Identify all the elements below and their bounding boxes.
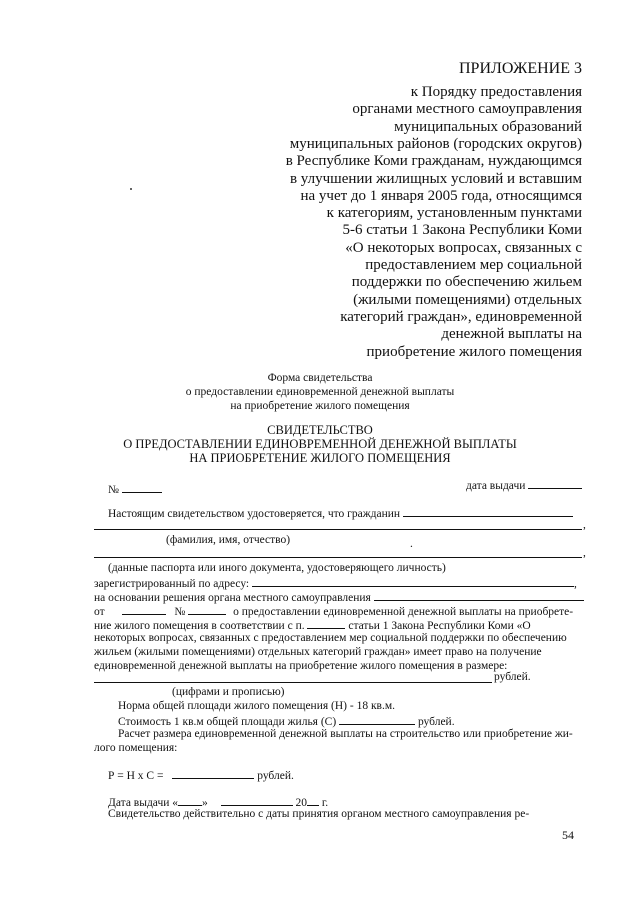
comma-2: , — [583, 547, 586, 559]
decision-line-3: некоторых вопросах, связанных с предоставлением мер социальной поддержки по обеспечению — [94, 632, 567, 644]
appendix-line: «О некоторых вопросах, связанных с — [345, 239, 582, 256]
decision-body-blank[interactable] — [374, 590, 584, 601]
issue-day-blank[interactable] — [178, 795, 202, 806]
number-label: № — [108, 484, 119, 496]
appendix-title: ПРИЛОЖЕНИЕ 3 — [458, 60, 582, 77]
appendix-line: к Порядку предоставления — [410, 84, 582, 100]
formula-blank[interactable] — [172, 768, 254, 779]
intro-line — [108, 506, 573, 520]
citizen-name-line[interactable] — [94, 529, 582, 530]
certificate-title-3: НА ПРИОБРЕТЕНИЕ ЖИЛОГО ПОМЕЩЕНИЯ — [189, 451, 451, 465]
appendix-line: органами местного самоуправления — [352, 101, 582, 118]
form-caption-2: о предоставлении единовременной денежной выплаты — [185, 386, 455, 398]
appendix-line: к категориям, установленным пунктами — [326, 205, 582, 222]
certificate-title-1: СВИДЕТЕЛЬСТВО — [267, 423, 373, 437]
citizen-name-blank[interactable] — [403, 506, 573, 517]
certificate-title-2: О ПРЕДОСТАВЛЕНИИ ЕДИНОВРЕМЕННОЙ ДЕНЕЖНОЙ ВЫПЛАТЫ — [123, 437, 517, 451]
passport-hint: (данные паспорта или иного документа, удостоверяющего личность) — [108, 562, 446, 574]
amount-line[interactable] — [94, 682, 492, 683]
clause-blank[interactable] — [307, 618, 345, 629]
issue-date-label: дата выдачи — [466, 480, 526, 492]
appendix-line: 5-6 статьи 1 Закона Республики Коми — [342, 222, 582, 239]
decision-no-label: № — [174, 606, 186, 618]
issue-date-blank[interactable] — [528, 478, 582, 489]
issue-date-field — [466, 478, 582, 492]
scan-dot — [130, 188, 132, 190]
decision-text-2a: ние жилого помещения в соответствии с п. — [94, 620, 305, 632]
appendix-line: категорий граждан», единовременной — [340, 308, 582, 325]
registered-label: зарегистрированный по адресу: — [94, 578, 250, 590]
decision-line-5: единовременной денежной выплаты на приобретение жилого помещения в размере: — [94, 660, 508, 672]
issue-year-suffix: г. — [321, 797, 329, 809]
issue-year-prefix: 20 — [295, 797, 308, 809]
decision-line-4: жильем (жилыми помещениями) отдельных категорий граждан» имеет право на получение — [94, 646, 542, 658]
comma-1: , — [583, 519, 586, 531]
issue-date-line — [108, 795, 328, 809]
appendix-line: поддержки по обеспечению жильем — [351, 274, 582, 291]
calc-line-2: лого помещения: — [94, 742, 178, 754]
registered-line: зарегистрированный по адресу: , — [94, 578, 577, 590]
formula-line — [108, 768, 294, 782]
passport-line[interactable] — [94, 557, 582, 558]
decision-line-1 — [94, 604, 573, 618]
appendix-line: на учет до 1 января 2005 года, относящимся — [300, 187, 582, 204]
issue-date-open: Дата выдачи « — [108, 797, 179, 809]
appendix-line: (жилыми помещениями) отдельных — [353, 291, 582, 308]
amount-hint: (цифрами и прописью) — [172, 686, 285, 698]
address-blank[interactable] — [252, 576, 574, 587]
number-blank[interactable] — [122, 482, 162, 493]
appendix-line: муниципальных районов (городских округов) — [289, 135, 582, 152]
fio-hint: (фамилия, имя, отчество) — [166, 534, 291, 546]
formula-label: Р = Н х С = — [108, 770, 164, 782]
calc-line-1: Расчет размера единовременной денежной выплаты на строительство или приобретение жи- — [118, 728, 573, 740]
formula-rubles: рублей. — [257, 770, 294, 782]
appendix-line: предоставлением мер социальной — [365, 257, 582, 273]
cost-label: Стоимость 1 кв.м общей площади жилья (С) — [118, 716, 337, 728]
appendix-line: в Республике Коми гражданам, нуждающимся — [285, 153, 582, 170]
decision-number-blank[interactable] — [188, 604, 226, 615]
cost-line — [118, 714, 455, 728]
decision-date-blank[interactable] — [122, 604, 166, 615]
appendix-line: приобретение жилого помещения — [366, 343, 582, 360]
form-caption-1: Форма свидетельства — [267, 372, 373, 384]
cost-rubles: рублей. — [417, 716, 455, 728]
decision-basis-line — [94, 590, 584, 604]
issue-month-blank[interactable] — [221, 795, 293, 806]
intro-text: Настоящим свидетельством удостоверяется, что гражданин — [108, 508, 401, 520]
decision-text-1: о предоставлении единовременной денежной выплаты на приобрете- — [233, 606, 574, 618]
decision-text-2b: статьи 1 Закона Республики Коми «О — [348, 620, 531, 632]
decision-line-2 — [94, 618, 531, 632]
from-label: от — [94, 606, 105, 618]
appendix-line: денежной выплаты на — [441, 326, 582, 343]
issue-year-blank[interactable] — [307, 795, 319, 806]
scan-mark: . — [410, 538, 413, 550]
form-caption-3: на приобретение жилого помещения — [230, 400, 410, 412]
amount-rubles: рублей. — [494, 671, 531, 683]
number-field — [108, 482, 162, 496]
decision-basis-label: на основании решения органа местного самоуправления — [94, 592, 371, 604]
appendix-line: муниципальных образований — [394, 118, 582, 135]
issue-date-close: » — [202, 797, 208, 809]
cost-blank[interactable] — [339, 714, 415, 725]
page-number: 54 — [562, 828, 574, 842]
validity-line: Свидетельство действительно с даты принятия органом местного самоуправления ре- — [108, 808, 530, 820]
appendix-line: в улучшении жилищных условий и вставшим — [289, 170, 582, 187]
norm-line: Норма общей площади жилого помещения (Н) - 18 кв.м. — [118, 700, 395, 712]
